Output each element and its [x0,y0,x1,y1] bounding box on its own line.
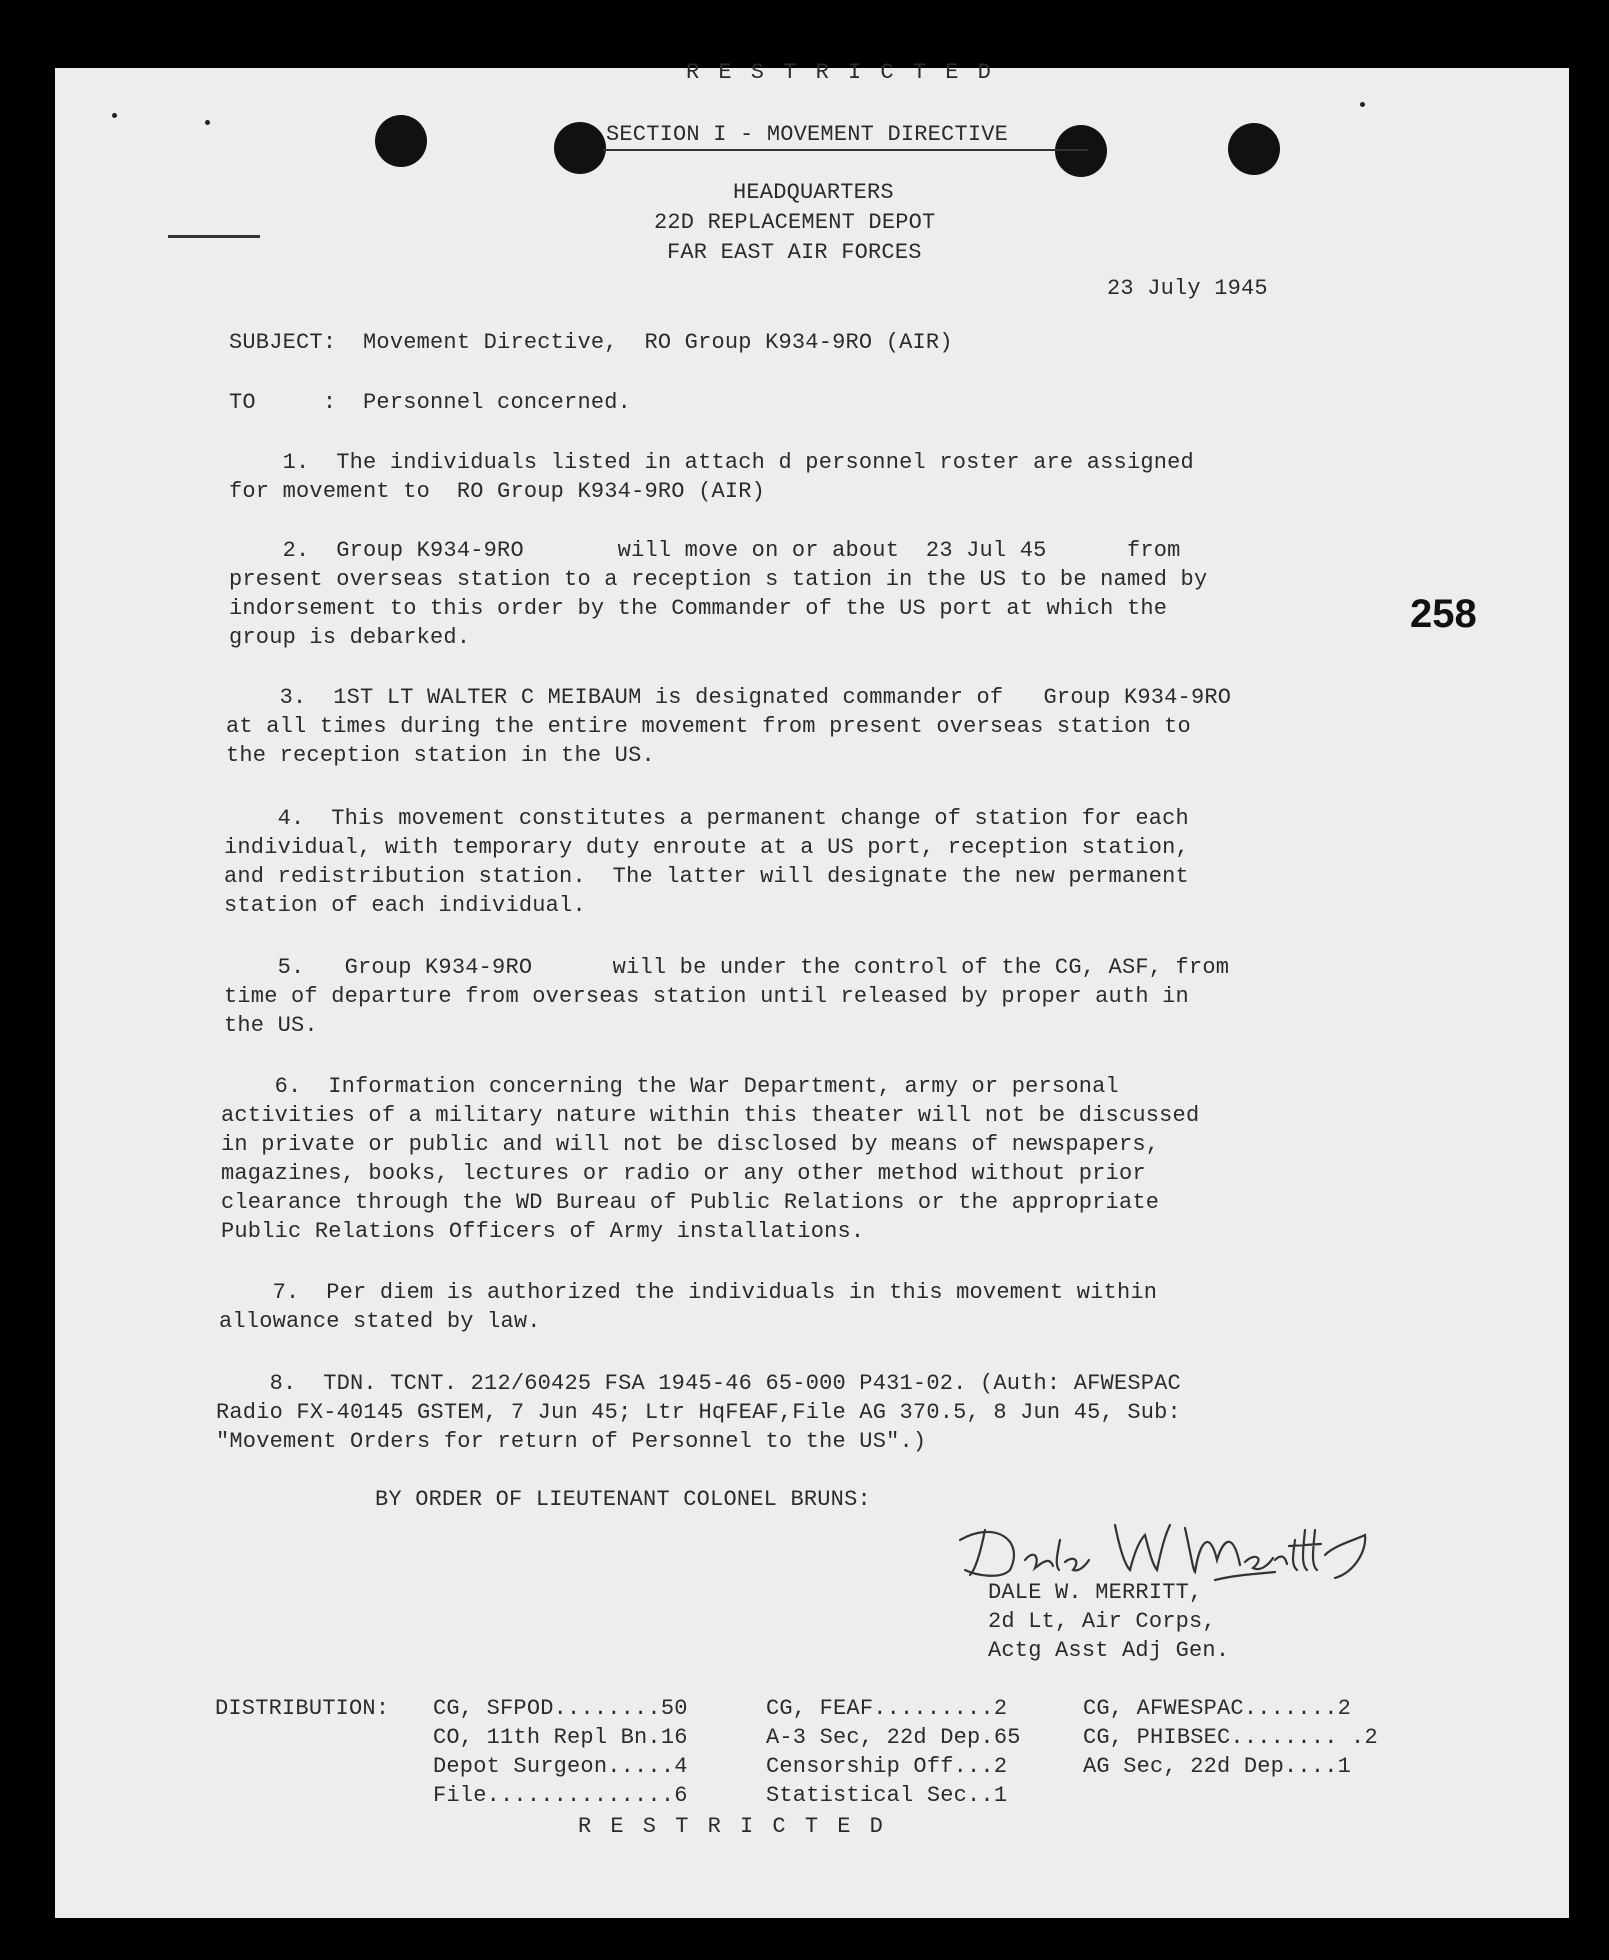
paragraph-4: 4. This movement constitutes a permanent change of station for each individual, with temporary duty enroute at a US port, reception station, and redistribution station. The latter will designate the new permanent station of each individual. [224,806,1189,918]
handwritten-signature [955,1500,1375,1590]
margin-mark [205,120,210,125]
margin-mark [112,113,117,118]
page-number: 258 [1410,592,1477,636]
signer-name: DALE W. MERRITT, [988,1580,1203,1605]
document-date: 23 July 1945 [1107,276,1268,301]
to-line: TO : Personnel concerned. [229,390,632,415]
punch-hole-center-left [554,122,606,174]
distribution-label: DISTRIBUTION: [215,1696,390,1721]
restricted-bottom: R E S T R I C T E D [578,1814,886,1839]
order-line: BY ORDER OF LIEUTENANT COLONEL BRUNS: [375,1487,871,1512]
paragraph-7: 7. Per diem is authorized the individuals in this movement within allowance stated by law. [219,1280,1158,1334]
punch-hole-right [1228,123,1280,175]
margin-mark [1360,102,1365,107]
signer-title: Actg Asst Adj Gen. [988,1638,1230,1663]
paragraph-1: 1. The individuals listed in attach d personnel roster are assigned for movement to RO Group K934-9RO (AIR) [229,450,1194,504]
paragraph-5: 5. Group K934-9RO will be under the control of the CG, ASF, from time of departure from overseas station until released by proper auth in the US. [224,955,1230,1038]
distribution-column-3: CG, AFWESPAC.......2 CG, PHIBSEC........ .2 AG Sec, 22d Dep....1 [1083,1696,1378,1779]
margin-mark [168,235,260,238]
paragraph-6: 6. Information concerning the War Department, army or personal activities of a military nature within this theater will not be discussed in private or public and will not be disclosed by means of newspapers, magazines, books, lectures or radio or any other method without prior clearance through the WD Bureau of Public Relations or the appropriate Public Relations Officers of Army installations. [221,1074,1200,1244]
hq-line-1: HEADQUARTERS [733,180,894,205]
distribution-column-1: CG, SFPOD........50 CO, 11th Repl Bn.16 Depot Surgeon.....4 File..............6 [433,1696,688,1808]
hq-line-2: 22D REPLACEMENT DEPOT [654,210,936,235]
punch-hole-left [375,115,427,167]
distribution-column-2: CG, FEAF.........2 A-3 Sec, 22d Dep.65 Censorship Off...2 Statistical Sec..1 [766,1696,1021,1808]
hq-line-3: FAR EAST AIR FORCES [667,240,922,265]
signature-block [988,1578,1229,1665]
paragraph-3: 3. 1ST LT WALTER C MEIBAUM is designated commander of Group K934-9RO at all times during the entire movement from present overseas station to the reception station in the US. [226,685,1232,768]
punch-hole-center-right [1055,125,1107,177]
paragraph-8: 8. TDN. TCNT. 212/60425 FSA 1945-46 65-000 P431-02. (Auth: AFWESPAC Radio FX-40145 GSTEM, 7 Jun 45; Ltr HqFEAF,File AG 370.5, 8 Jun 45, Sub: "Movement Orders for return of Personnel to the US".) [216,1371,1181,1454]
paragraph-2: 2. Group K934-9RO will move on or about 23 Jul 45 from present overseas station to a reception s tation in the US to be named by indorsement to this order by the Commander of the US port at which the group is debarked. [229,538,1208,650]
section-heading: SECTION I - MOVEMENT DIRECTIVE [606,122,1009,147]
subject-line: SUBJECT: Movement Directive, RO Group K934-9RO (AIR) [229,330,953,355]
section-underline [603,149,1088,151]
signer-rank: 2d Lt, Air Corps, [988,1609,1216,1634]
restricted-top: R E S T R I C T E D [686,60,994,85]
